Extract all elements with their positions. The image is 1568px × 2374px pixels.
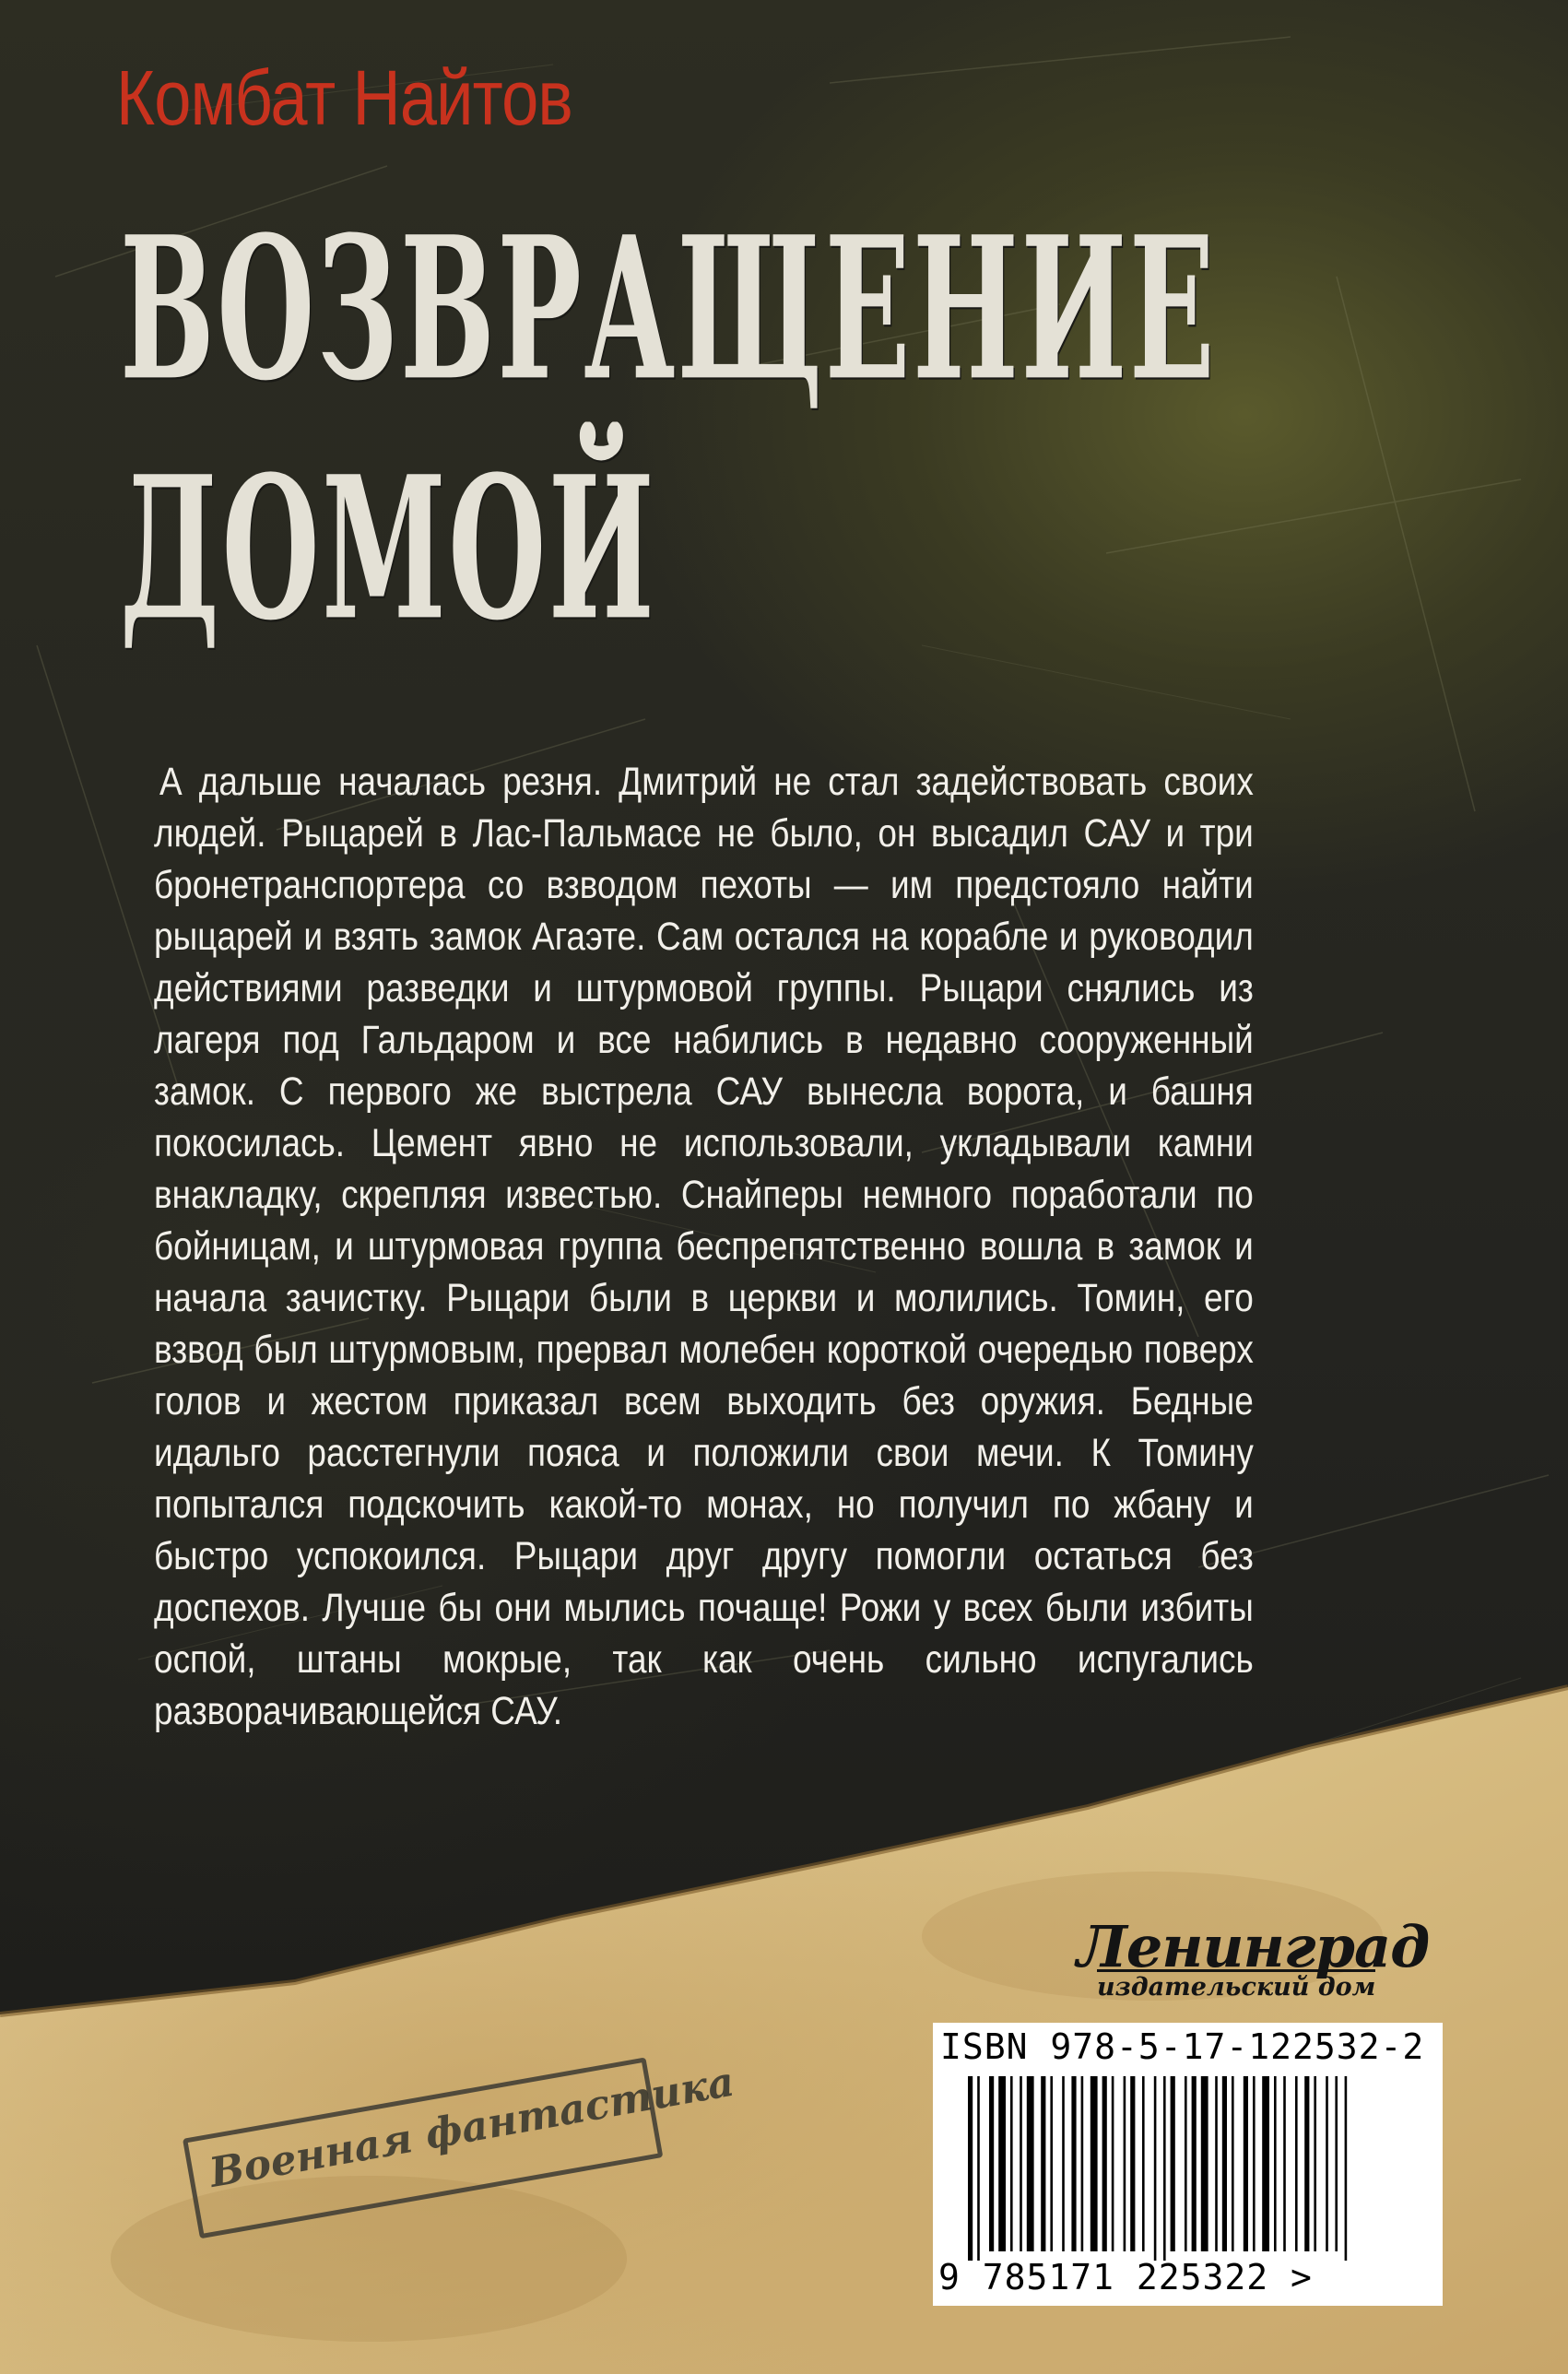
barcode-bar: [1274, 2076, 1277, 2251]
annotation-text: А дальше началась резня. Дмитрий не стал задействовать своих людей. Рыцарей в Лас-Пальмасе не было, он высадил САУ и три бронетранспортера со взводом пехоты — им предстояло найти рыцарей и взять замок Агаэте. Сам остался на корабле и руководил действиями разведки и штурмовой группы. Рыцари снялись из лагеря под Гальдаром и все набились в недавно сооруженный замок. С первого же выстрела САУ вынесла ворота, и башня покосилась. Цемент явно не использовали, укладывали камни внакладку, скрепляя известью. Снайперы немного поработали по бойницам, и штурмовая группа беспрепятственно вошла в замок и начала зачистку. Рыцари были в церкви и молились. Томин, его взвод был штурмовым, прервал молебен короткой очередью поверх голов и жестом приказал всем выходить без оружия. Бедные идальго расстегнули пояса и положили свои мечи. К Томину попытался подскочить какой-то монах, но получил по жбану и быстро успокоился. Рыцари друг другу помогли остаться без доспехов. Лучше бы они мылись почаще! Рожи у всех были избиты оспой, штаны мокрые, так как очень сильно испугались разворачивающейся САУ.: [154, 760, 1254, 1733]
book-title-line-1: ВОЗВРАЩЕНИЕ: [120, 194, 1218, 424]
barcode-bar: [1124, 2076, 1126, 2251]
barcode-bar: [1091, 2076, 1098, 2251]
barcode-bar: [977, 2076, 980, 2261]
barcode-bar: [989, 2076, 994, 2251]
barcode-bar: [1010, 2076, 1013, 2251]
barcode-bar: [1201, 2076, 1208, 2251]
barcode-bar: [1071, 2076, 1076, 2251]
barcode-bar: [1326, 2076, 1328, 2251]
publisher-subtitle: издательский дом: [1097, 1969, 1375, 2002]
book-title-line-2: ДОМОЙ: [120, 433, 657, 664]
barcode-bar: [1154, 2076, 1157, 2261]
barcode-bar: [1185, 2076, 1187, 2251]
barcode-bar: [1062, 2076, 1065, 2251]
barcode-bar: [1314, 2076, 1316, 2251]
barcode-bar: [1253, 2076, 1256, 2251]
barcode-bar: [1222, 2076, 1227, 2251]
barcode-bar: [1102, 2076, 1107, 2251]
barcode-bar: [1304, 2076, 1309, 2251]
author-name: Комбат Найтов: [116, 54, 572, 141]
barcode-bar: [1171, 2076, 1175, 2251]
barcode-bar: [1345, 2076, 1348, 2261]
barcode-bar: [1130, 2076, 1135, 2251]
barcode-bar: [1163, 2076, 1166, 2261]
barcode-bar: [1142, 2076, 1145, 2251]
publisher-logo: [1077, 1913, 1445, 2002]
barcode-bar: [1041, 2076, 1045, 2251]
isbn-barcode-block: [933, 2023, 1443, 2306]
barcode-bar: [1027, 2076, 1034, 2251]
barcode-bar: [1335, 2076, 1338, 2251]
barcode-bar: [1192, 2076, 1197, 2251]
barcode-bar: [998, 2076, 1006, 2251]
ean-digits: 9 785171 225322 >: [938, 2257, 1313, 2297]
barcode-bar: [1232, 2076, 1234, 2251]
barcode-bar: [1262, 2076, 1269, 2251]
genre-stamp-text: Военная фантастика: [206, 2058, 738, 2197]
barcode-bar: [1215, 2076, 1218, 2251]
barcode-bar: [1244, 2076, 1248, 2251]
barcode-bar: [1295, 2076, 1298, 2251]
barcode-bar: [1050, 2076, 1053, 2251]
isbn-label: ISBN 978-5-17-122532-2: [940, 2026, 1425, 2067]
publisher-name: Ленинград: [1077, 1913, 1430, 1980]
barcode-bar: [1020, 2076, 1022, 2251]
barcode-bar: [968, 2076, 973, 2261]
barcode-bar: [1112, 2076, 1114, 2251]
barcode-bar: [1081, 2076, 1084, 2251]
barcode-bar: [1283, 2076, 1286, 2251]
